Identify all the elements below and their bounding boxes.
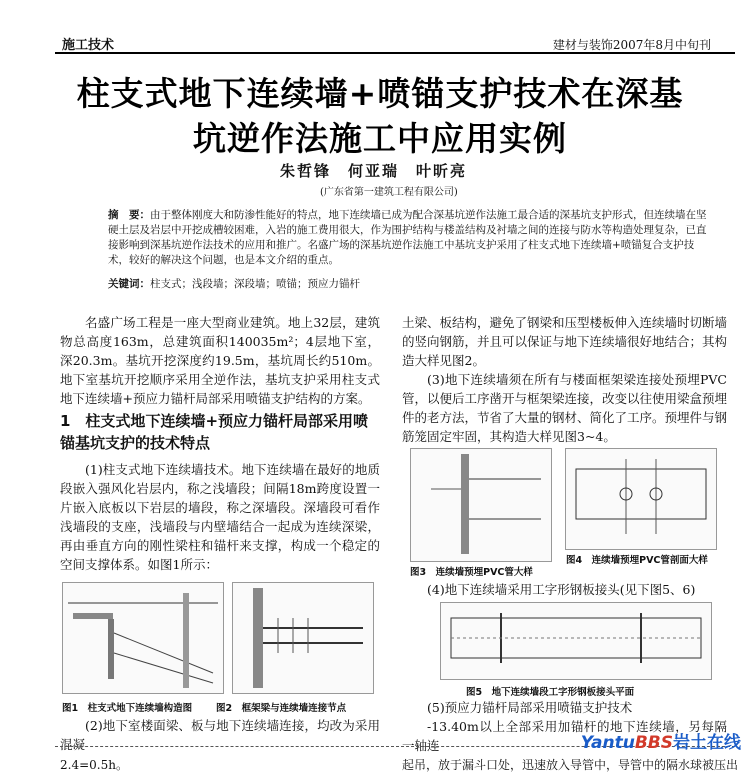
figure-4-caption: 图4 连续墙预埋PVC管剖面大样	[566, 555, 708, 566]
figure-3-diagram	[410, 448, 552, 562]
section-header: 施工技术	[62, 38, 115, 53]
footer-left-text: 2.4=0.5h。	[60, 758, 128, 772]
keywords-label: 关键词：	[108, 278, 150, 290]
section-1-heading: 1 柱支式地下连续墙+预应力锚杆局部采用喷锚基坑支护的技术特点	[60, 412, 369, 452]
watermark-part-1: Yantu	[580, 733, 635, 753]
left-paragraph-3: (2)地下室楼面梁、板与地下连续墙连接，均改为采用混凝	[60, 718, 380, 752]
right-paragraph-2: (3)地下连续墙须在所有与楼面框架梁连接处预埋PVC管，以便后工序凿开与框架梁连接，改变以往使用梁盒预埋件的老方法，节省了大量的钢材、简化了工序。预埋件与钢筋笼固定牢固，其构造大样见图3~4。	[402, 372, 728, 444]
header-rule	[55, 52, 735, 54]
figure-2-drawing	[233, 583, 373, 693]
abstract-text: 由于整体刚度大和防渗性能好的特点，地下连续墙已成为配合深基坑逆作法施工最合适的深基坑支护形式，但连续墙在坚硬土层及岩层中开挖成槽较困难，入岩的施工费用很大，作为围护结构与楼盖结构及衬墙之间的连接与防水等构造处理复杂，已直接影响到深基坑逆作法技术的应用和推广。名盛广场的深基坑逆作法施工中基坑支护采用了柱支式地下连续墙+喷锚复合支护技术，较好的解决这个问题，也是本文介绍的重点。	[108, 209, 707, 266]
right-paragraph-1: 土梁、板结构，避免了钢梁和压型楼板伸入连续墙时切断墙的竖向钢筋，并且可以保证与地下连续墙很好地结合；其构造大样见图2。	[402, 315, 728, 368]
title-line-1: 柱支式地下连续墙+喷锚支护技术在深基	[76, 74, 684, 113]
figure-4-drawing	[566, 449, 716, 549]
watermark-logo	[581, 728, 741, 753]
right-paragraph-4: (4)地下连续墙采用工字形钢板接头(见下图5、6)	[427, 582, 696, 597]
figure-2-caption: 图2 框架梁与连续墙连接节点	[216, 703, 347, 714]
keywords-text: 柱支式；浅段墙；深段墙；喷锚；预应力锚杆	[150, 278, 360, 290]
figure-5-diagram	[440, 602, 712, 680]
figure-5-caption: 图5 地下连续墙段工字形钢板接头平面	[466, 687, 635, 698]
right-paragraph-6: -13.40m以上全部采用加锚杆的地下连续墙，另每隔一轴连	[402, 719, 727, 753]
left-paragraph-1: 名盛广场工程是一座大型商业建筑。地上32层，建筑物总高度163m，总建筑面积140035m²；4层地下室，深20.3m。基坑开挖深度约19.5m，基坑周长约510m。地下室基坑开挖顺序采用全逆作法，基坑支护采用柱支式地下连续墙+预应力锚杆局部采用喷锚支护结构的方案。	[60, 315, 380, 406]
figure-5-drawing	[441, 603, 711, 679]
left-paragraph-2: (1)柱支式地下连续墙技术。地下连续墙在最好的地质段嵌入强风化岩层内，称之浅墙段；间隔18m跨度设置一片嵌入底板以下岩层的墙段，称之深墙段。深墙段可看作浅墙段的支座，浅墙段与内壁墙结合一起成为连续深梁，再由垂直方向的刚性梁柱和锚杆来支撑，构成一个稳定的空间支撑体系。如图1所示：	[60, 462, 380, 572]
figure-3-caption: 图3 连续墙预埋PVC管大样	[410, 567, 533, 578]
watermark-part-2: BBS	[634, 733, 673, 753]
figure-1-caption: 图1 柱支式地下连续墙构造图	[62, 703, 193, 714]
abstract	[108, 208, 708, 268]
figure-4-diagram	[565, 448, 717, 550]
title-line-2: 坑逆作法施工中应用实例	[193, 119, 567, 158]
affiliation: (广东省第一建筑工程有限公司)	[320, 187, 458, 198]
abstract-label: 摘 要：	[108, 209, 150, 221]
journal-header: 建材与装饰2007年8月中旬刊	[552, 38, 711, 52]
right-paragraph-5: (5)预应力锚杆局部采用喷锚支护技术	[427, 700, 633, 715]
footer-right-text: 起吊，放于漏斗口处，迅速放入导管中，导管中的隔水球被压出	[402, 758, 739, 772]
authors: 朱哲锋 何亚瑞 叶昕亮	[280, 162, 468, 180]
figure-2-diagram	[232, 582, 374, 694]
watermark-part-3: 岩土在线	[673, 733, 741, 753]
keywords	[108, 276, 360, 291]
figure-1-diagram	[62, 582, 224, 694]
figure-3-drawing	[411, 449, 551, 561]
figure-1-drawing	[63, 583, 223, 693]
